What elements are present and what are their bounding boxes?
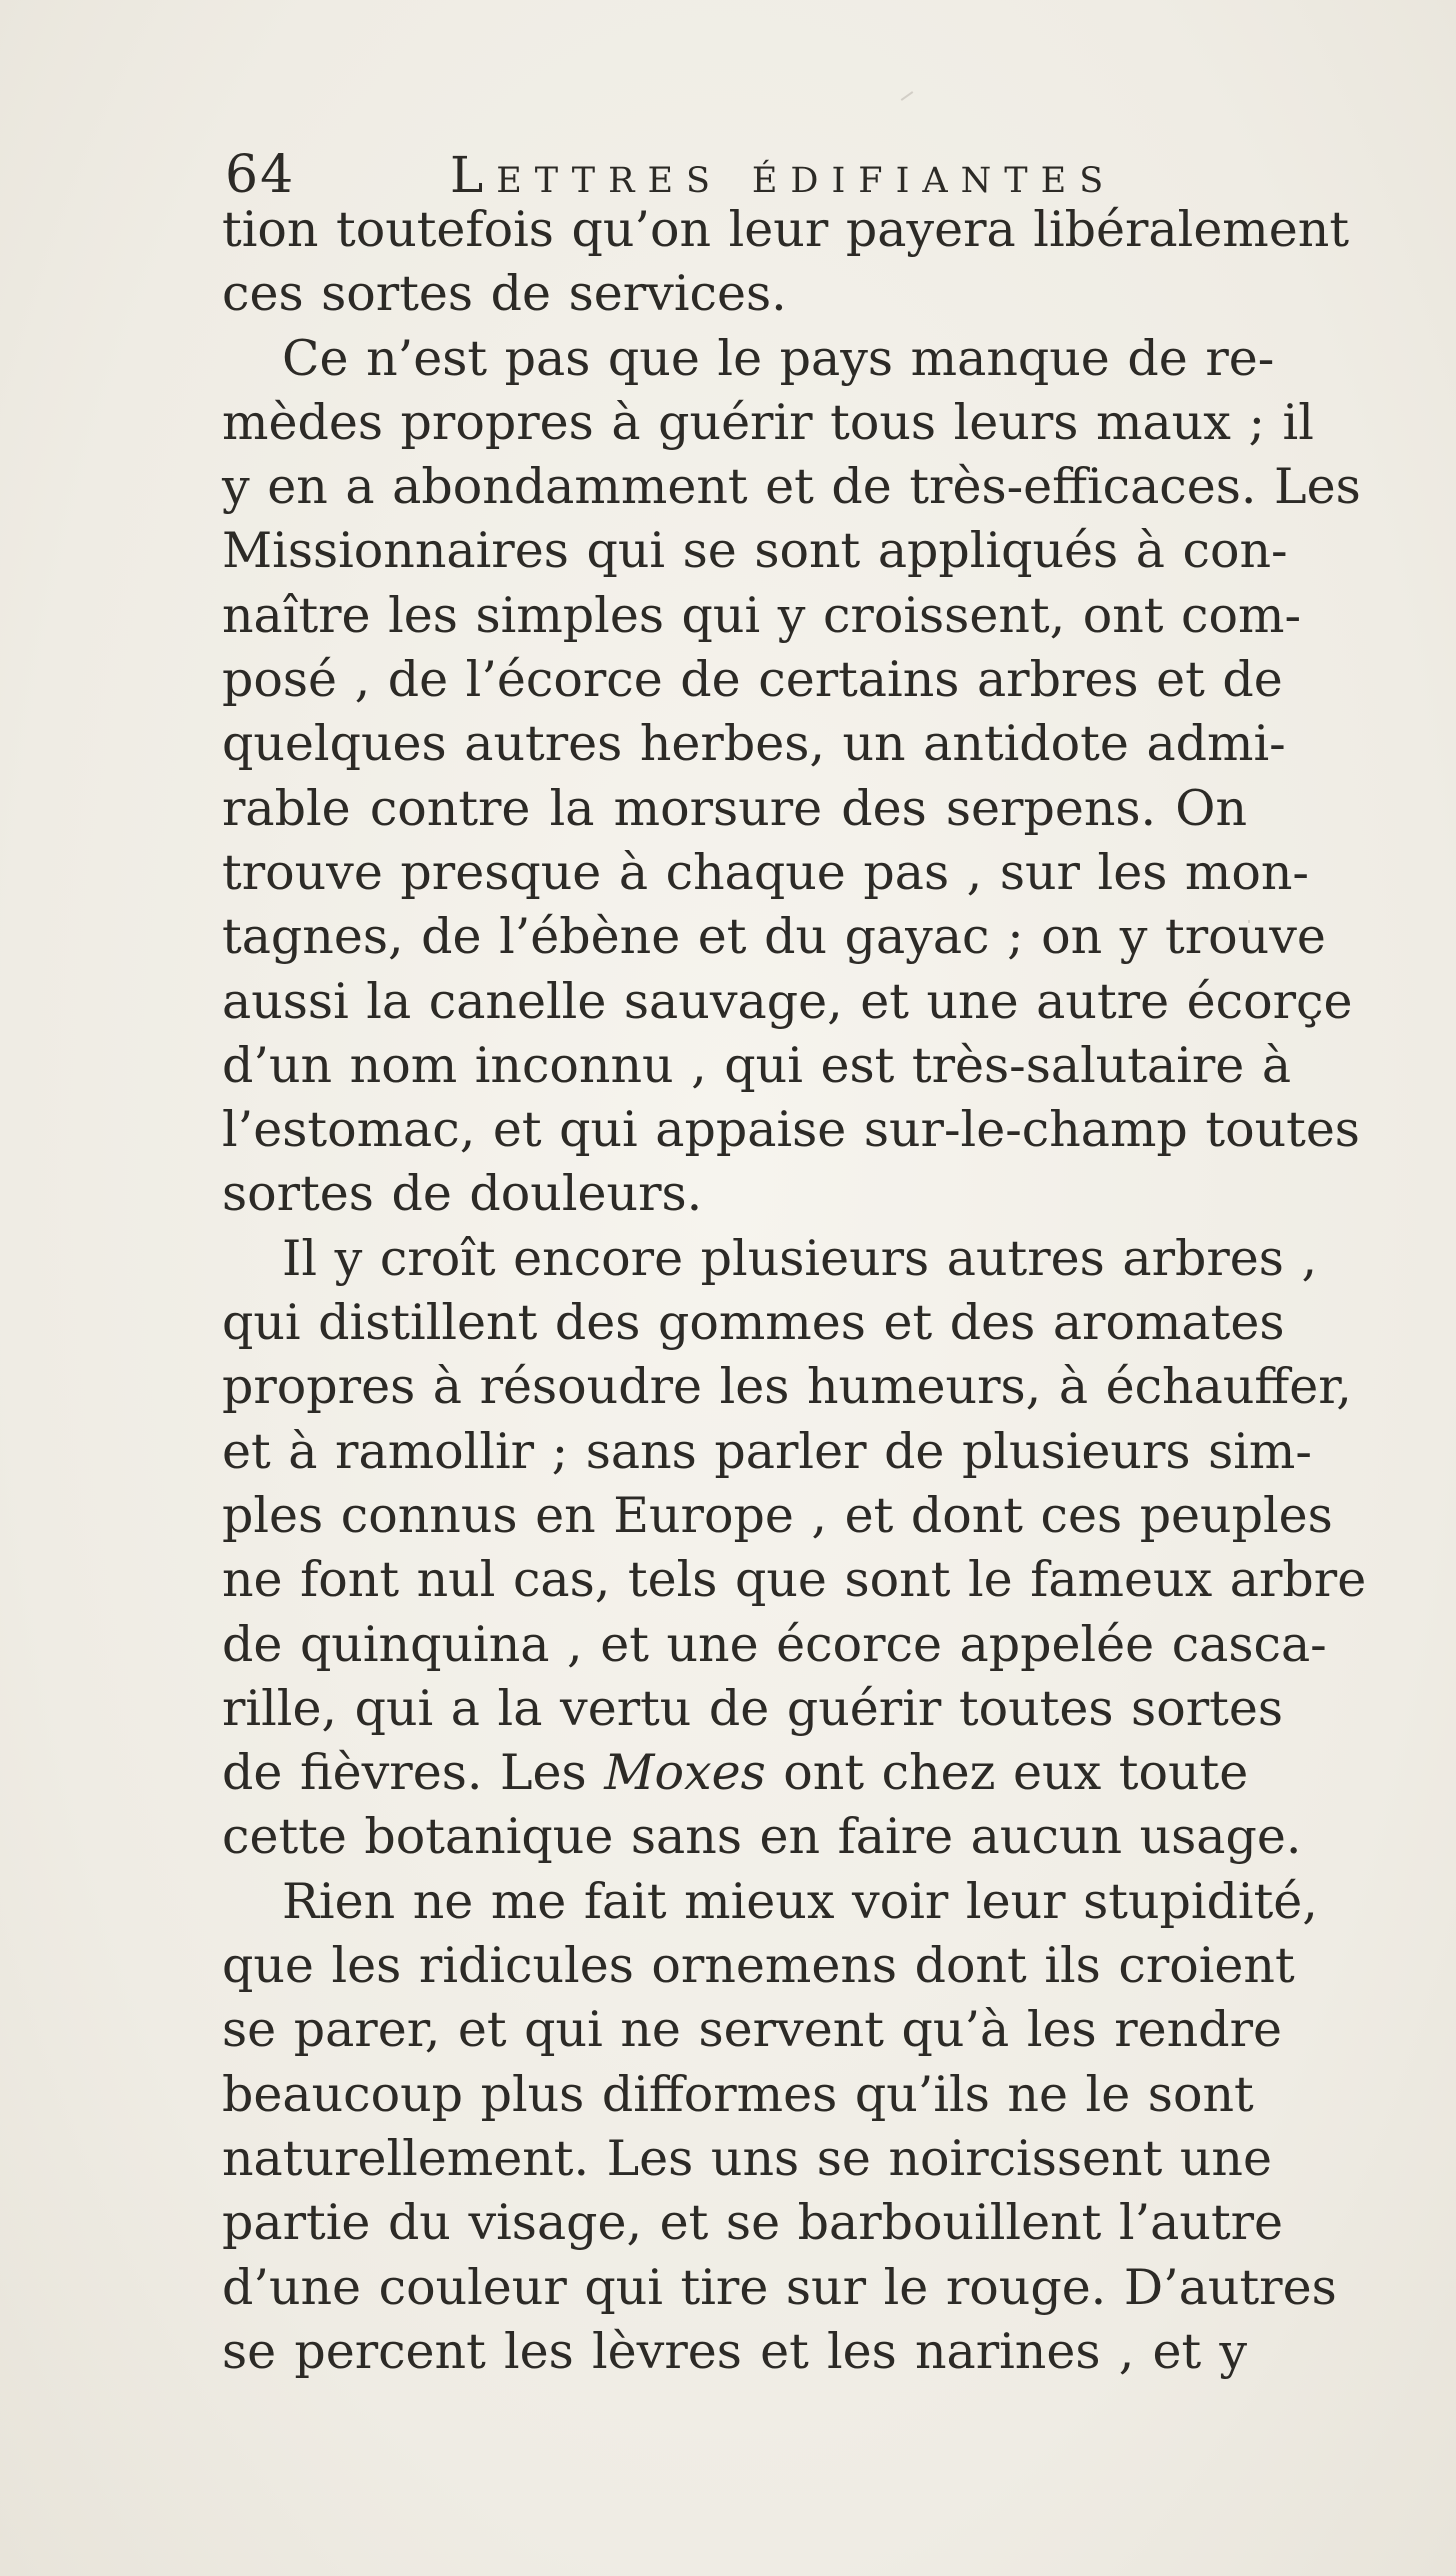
text-line: aussi la canelle sauvage, et une autre écorçe [222, 972, 1353, 1030]
text-line: Missionnaires qui se sont appliqués à con- [222, 522, 1288, 580]
italic-term-moxes: Moxes [604, 1744, 766, 1802]
text-line: que les ridicules ornemens dont ils croient [222, 1937, 1295, 1995]
text-line: l’estomac, et qui appaise sur-le-champ toutes [222, 1101, 1360, 1159]
text-line: Rien ne me fait mieux voir leur stupidité, [282, 1872, 1318, 1930]
text-line: se parer, et qui ne servent qu’à les rendre [222, 2001, 1283, 2059]
text-line: Ce n’est pas que le pays manque de re- [282, 329, 1275, 387]
text-line: posé , de l’écorce de certains arbres et de [222, 651, 1283, 709]
text-line: d’un nom inconnu , qui est très-salutaire à [222, 1036, 1292, 1094]
running-title: Lettres édifiantes [450, 146, 1117, 204]
text-line: qui distillent des gommes et des aromates [222, 1294, 1285, 1352]
text-line: naturellement. Les uns se noircissent une [222, 2129, 1272, 2187]
text-line: rille, qui a la vertu de guérir toutes sortes [222, 1679, 1283, 1737]
text-line: cette botanique sans en faire aucun usage. [222, 1808, 1302, 1866]
body-text [222, 198, 1367, 2384]
paper-speck [901, 91, 914, 101]
text-line: rable contre la morsure des serpens. On [222, 779, 1247, 837]
text-line: ples connus en Europe , et dont ces peuples [222, 1486, 1333, 1544]
text-line: beaucoup plus difformes qu’ils ne le sont [222, 2065, 1254, 2123]
text-line: quelques autres herbes, un antidote admi- [222, 715, 1286, 773]
text-line: trouve presque à chaque pas , sur les mon- [222, 843, 1309, 901]
text-line: naître les simples qui y croissent, ont com- [222, 586, 1302, 644]
text-line [222, 1741, 1247, 1805]
text-line: tion toutefois qu’on leur payera libéralement [222, 201, 1350, 258]
text-line: et à ramollir ; sans parler de plusieurs sim- [222, 1422, 1312, 1480]
page-number: 64 [225, 145, 296, 205]
text-segment: de fièvres. Les [222, 1744, 605, 1802]
text-line: de quinquina , et une écorce appelée casca- [222, 1615, 1327, 1673]
text-line: Il y croît encore plusieurs autres arbres , [282, 1229, 1318, 1287]
text-line: ces sortes de services. [222, 265, 787, 323]
text-line: y en a abondamment et de très-efficaces. Les [222, 458, 1361, 516]
running-header [225, 145, 1225, 205]
text-line: propres à résoudre les humeurs, à échauffer, [222, 1358, 1352, 1416]
text-segment: ont chez eux toute [765, 1744, 1249, 1802]
text-line: tagnes, de l’ébène et du gayac ; on y trouve [222, 908, 1326, 966]
text-line: se percent les lèvres et les narines , et y [222, 2322, 1247, 2380]
text-line: mèdes propres à guérir tous leurs maux ; il [222, 393, 1314, 451]
text-line: sortes de douleurs. [222, 1165, 703, 1223]
text-line: ne font nul cas, tels que sont le fameux arbre [222, 1551, 1367, 1609]
text-line: partie du visage, et se barbouillent l’autre [222, 2194, 1284, 2252]
text-line: d’une couleur qui tire sur le rouge. D’autres [222, 2258, 1337, 2316]
